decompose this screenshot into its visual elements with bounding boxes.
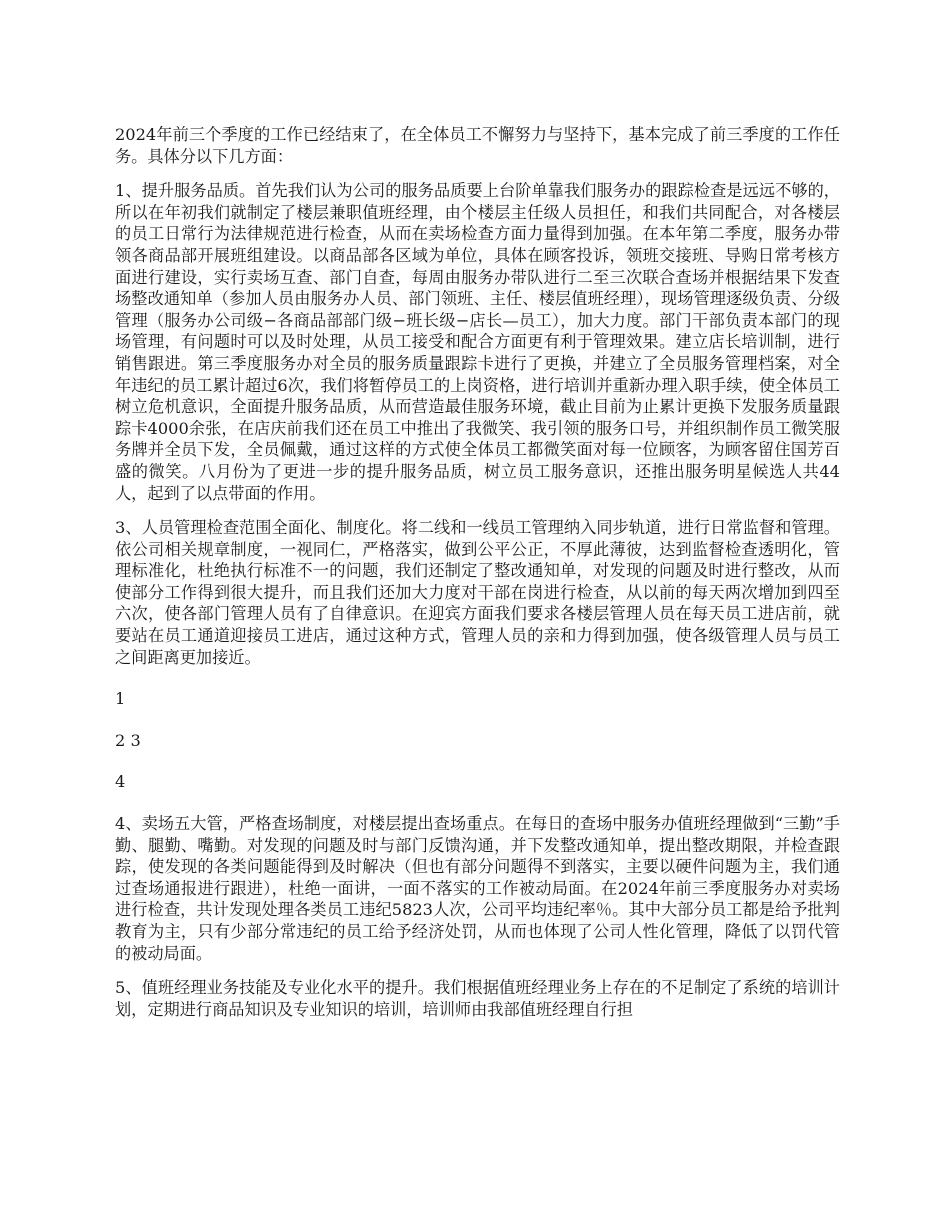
- page-number-4: 4: [115, 772, 126, 792]
- section-1-paragraph: 1、提升服务品质。首先我们认为公司的服务品质要上台阶单靠我们服务办的跟踪检查是远远不够的，所以在年初我们就制定了楼层兼职值班经理，由个楼层主任级人员担任，和我们共同配合，对各楼层的员工日常行为法律规范进行检查，从而在卖场检查方面力量得到加强。在本年第二季度，服务办带领各商品部开展班组建设。以商品部各区域为单位，具体在顾客投诉，领班交接班、导购日常考核方面进行建设，实行卖场互查、部门自查，每周由服务办带队进行二至三次联合查场并根据结果下发查场整改通知单（参加人员由服务办人员、部门领班、主任、楼层值班经理），现场管理逐级负责、分级管理（服务办公司级−各商品部部门级−班长级−店长—员工），加大力度。部门干部负责本部门的现场管理，有问题时可以及时处理，从员工接受和配合方面更有利于管理效果。建立店长培训制，进行销售跟进。第三季度服务办对全员的服务质量跟踪卡进行了更换，并建立了全员服务管理档案，对全年违纪的员工累计超过6次，我们将暂停员工的上岗资格，进行培训并重新办理入职手续，使全体员工树立危机意识，全面提升服务品质，从而营造最佳服务环境，截止目前为止累计更换下发服务质量跟踪卡4000余张，在店庆前我们还在员工中推出了我微笑、我引领的服务口号，并组织制作员工微笑服务牌并全员下发，全员佩戴，通过这样的方式使全体员工都微笑面对每一位顾客，为顾客留住国芳百盛的微笑。八月份为了更进一步的提升服务品质，树立员工服务意识，还推出服务明星候选人共44人，起到了以点带面的作用。: [115, 181, 840, 503]
- intro-paragraph: 2024年前三个季度的工作已经结束了，在全体员工不懈努力与坚持下，基本完成了前三季度的工作任务。具体分以下几方面：: [115, 125, 840, 166]
- section-4-paragraph: 4、卖场五大管，严格查场制度，对楼层提出查场重点。在每日的查场中服务办值班经理做到“三勤”手勤、腿勤、嘴勤。对发现的问题及时与部门反馈沟通，并下发整改通知单，提出整改期限，并检查跟踪，使发现的各类问题能得到及时解决（但也有部分问题得不到落实，主要以硬件问题为主，我们通过查场通报进行跟进），杜绝一面讲，一面不落实的工作被动局面。在2024年前三季度服务办对卖场进行检查，共计发现处理各类员工违纪5823人次，公司平均违纪率％。其中大部分员工都是给予批判教育为主，只有少部分常违纪的员工给予经济处罚，从而也体现了公司人性化管理，降低了以罚代管的被动局面。: [115, 814, 840, 963]
- page-number-1: 1: [115, 689, 126, 709]
- document-page: [115, 124, 840, 1033]
- page-number-2-3: 2 3: [115, 730, 141, 750]
- section-3-paragraph: 3、人员管理检查范围全面化、制度化。将二线和一线员工管理纳入同步轨道，进行日常监督和管理。依公司相关规章制度，一视同仁，严格落实，做到公平公正，不厚此薄彼，达到监督检查透明化，管理标准化，杜绝执行标准不一的问题，我们还制定了整改通知单，对发现的问题及时进行整改，从而使部分工作得到很大提升，而且我们还加大力度对干部在岗进行检查，从以前的每天两次增加到四至六次，使各部门管理人员有了自律意识。在迎宾方面我们要求各楼层管理人员在每天员工进店前，就要站在员工通道迎接员工进店，通过这种方式，管理人员的亲和力得到加强，使各级管理人员与员工之间距离更加接近。: [115, 518, 840, 667]
- section-5-paragraph: 5、值班经理业务技能及专业化水平的提升。我们根据值班经理业务上存在的不足制定了系统的培训计划，定期进行商品知识及专业知识的培训，培训师由我部值班经理自行担: [115, 978, 840, 1019]
